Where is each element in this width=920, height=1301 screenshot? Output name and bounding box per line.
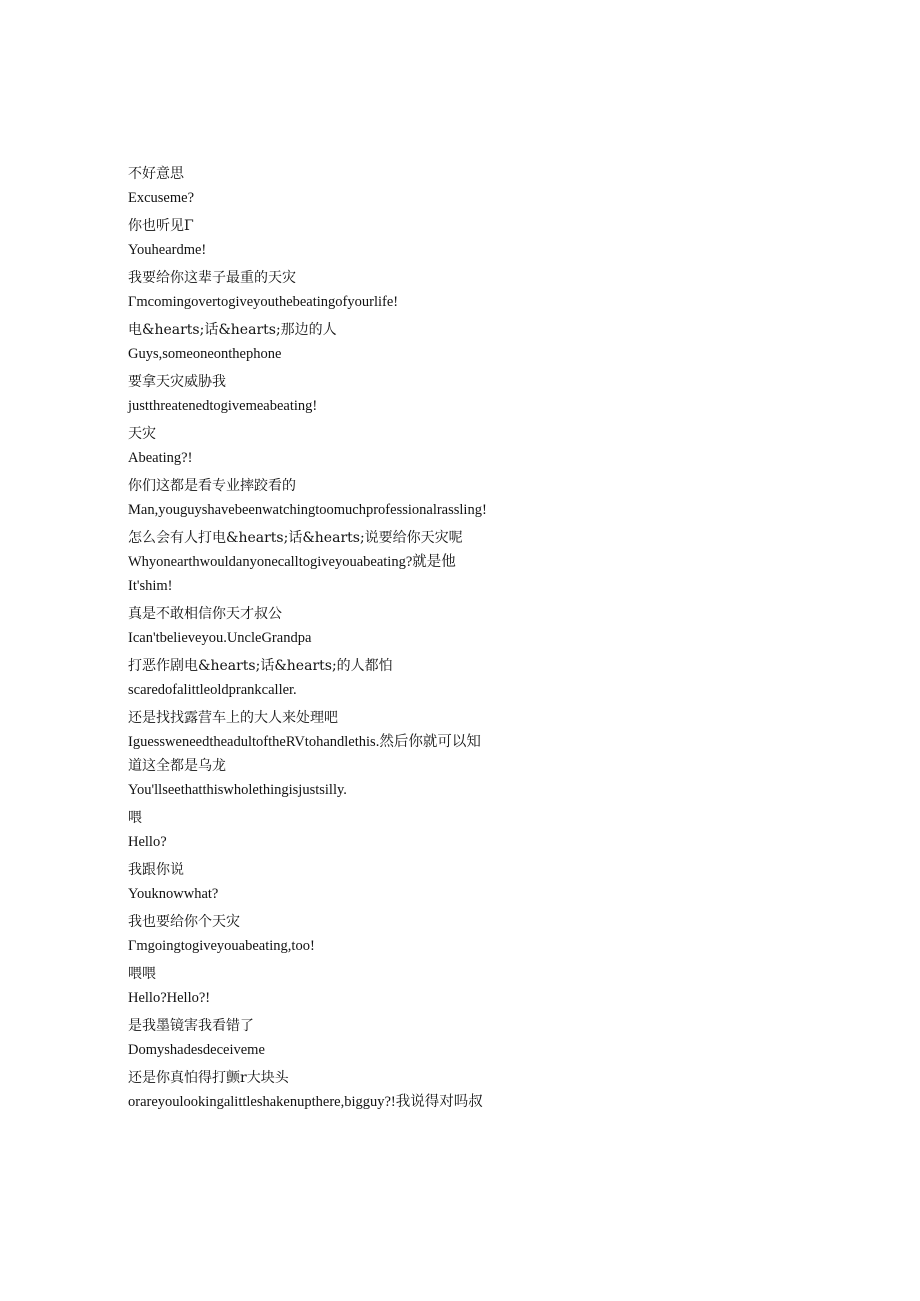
chinese-line: 怎么会有人打电&hearts;话&hearts;说要给你天灾呢	[128, 530, 463, 546]
subtitle-pair	[128, 318, 548, 366]
english-line: Whyonearthwouldanyonecalltogiveyouabeating?就是他	[128, 554, 456, 570]
chinese-line: 喂喂	[128, 966, 156, 982]
chinese-line: 真是不敢相信你天才叔公	[128, 606, 282, 622]
chinese-line: 我跟你说	[128, 862, 184, 878]
english-line: Hello?Hello?!	[128, 990, 211, 1006]
chinese-line: 道这全都是乌龙	[128, 758, 226, 774]
subtitle-pair	[128, 706, 548, 754]
subtitle-pair	[128, 422, 548, 470]
english-line: Abeating?!	[128, 450, 193, 466]
subtitle-pair	[128, 654, 548, 702]
english-line: Hello?	[128, 834, 167, 850]
chinese-line: 你们这都是看专业摔跤看的	[128, 478, 296, 494]
chinese-line: 还是找找露营车上的大人来处理吧	[128, 710, 338, 726]
chinese-line: 你也听见Γ	[128, 218, 194, 234]
subtitle-pair	[128, 162, 548, 210]
subtitle-pair	[128, 754, 548, 802]
chinese-line: 是我墨镜害我看错了	[128, 1018, 254, 1034]
english-line: scaredofalittleoldprankcaller.	[128, 682, 297, 698]
chinese-line: 天灾	[128, 426, 156, 442]
chinese-line: 还是你真怕得打颤r大块头	[128, 1070, 289, 1086]
english-line: Domyshadesdeceiveme	[128, 1042, 265, 1058]
english-line: Excuseme?	[128, 190, 195, 206]
english-line: Youheardme!	[128, 242, 207, 258]
english-line: Γmgoingtogiveyouabeating,too!	[128, 938, 315, 954]
english-line: Man,youguyshavebeenwatchingtoomuchprofessionalrassling!	[128, 502, 487, 518]
chinese-line: 喂	[128, 810, 142, 826]
chinese-line: 打恶作剧电&hearts;话&hearts;的人都怕	[128, 658, 393, 674]
english-line: orareyoulookingalittleshakenupthere,bigguy?!我说得对吗叔	[128, 1094, 483, 1110]
subtitle-pair	[128, 474, 548, 522]
subtitle-pair	[128, 370, 548, 418]
subtitle-transcript	[128, 162, 548, 1118]
subtitle-pair	[128, 962, 548, 1010]
subtitle-pair	[128, 1014, 548, 1062]
chinese-line: 我要给你这辈子最重的天灾	[128, 270, 296, 286]
chinese-line: 我也要给你个天灾	[128, 914, 240, 930]
subtitle-pair	[128, 806, 548, 854]
chinese-line: 不好意思	[128, 166, 184, 182]
subtitle-pair	[128, 214, 548, 262]
subtitle-pair	[128, 602, 548, 650]
subtitle-pair	[128, 574, 548, 598]
english-line: You'llseethatthiswholethingisjustsilly.	[128, 782, 347, 798]
english-line: Guys,someoneonthephone	[128, 346, 282, 362]
chinese-line: 电&hearts;话&hearts;那边的人	[128, 322, 337, 338]
english-line: Ican'tbelieveyou.UncleGrandpa	[128, 630, 312, 646]
subtitle-pair	[128, 910, 548, 958]
subtitle-pair	[128, 858, 548, 906]
subtitle-pair	[128, 526, 548, 574]
english-line: justthreatenedtogivemeabeating!	[128, 398, 318, 414]
chinese-line: 要拿天灾威胁我	[128, 374, 226, 390]
english-line: It'shim!	[128, 578, 173, 594]
subtitle-pair	[128, 1066, 548, 1114]
subtitle-pair	[128, 266, 548, 314]
english-line: Γmcomingovertogiveyouthebeatingofyourlife!	[128, 294, 399, 310]
english-line: IguessweneedtheadultoftheRVtohandlethis.然后你就可以知	[128, 734, 481, 750]
english-line: Youknowwhat?	[128, 886, 219, 902]
